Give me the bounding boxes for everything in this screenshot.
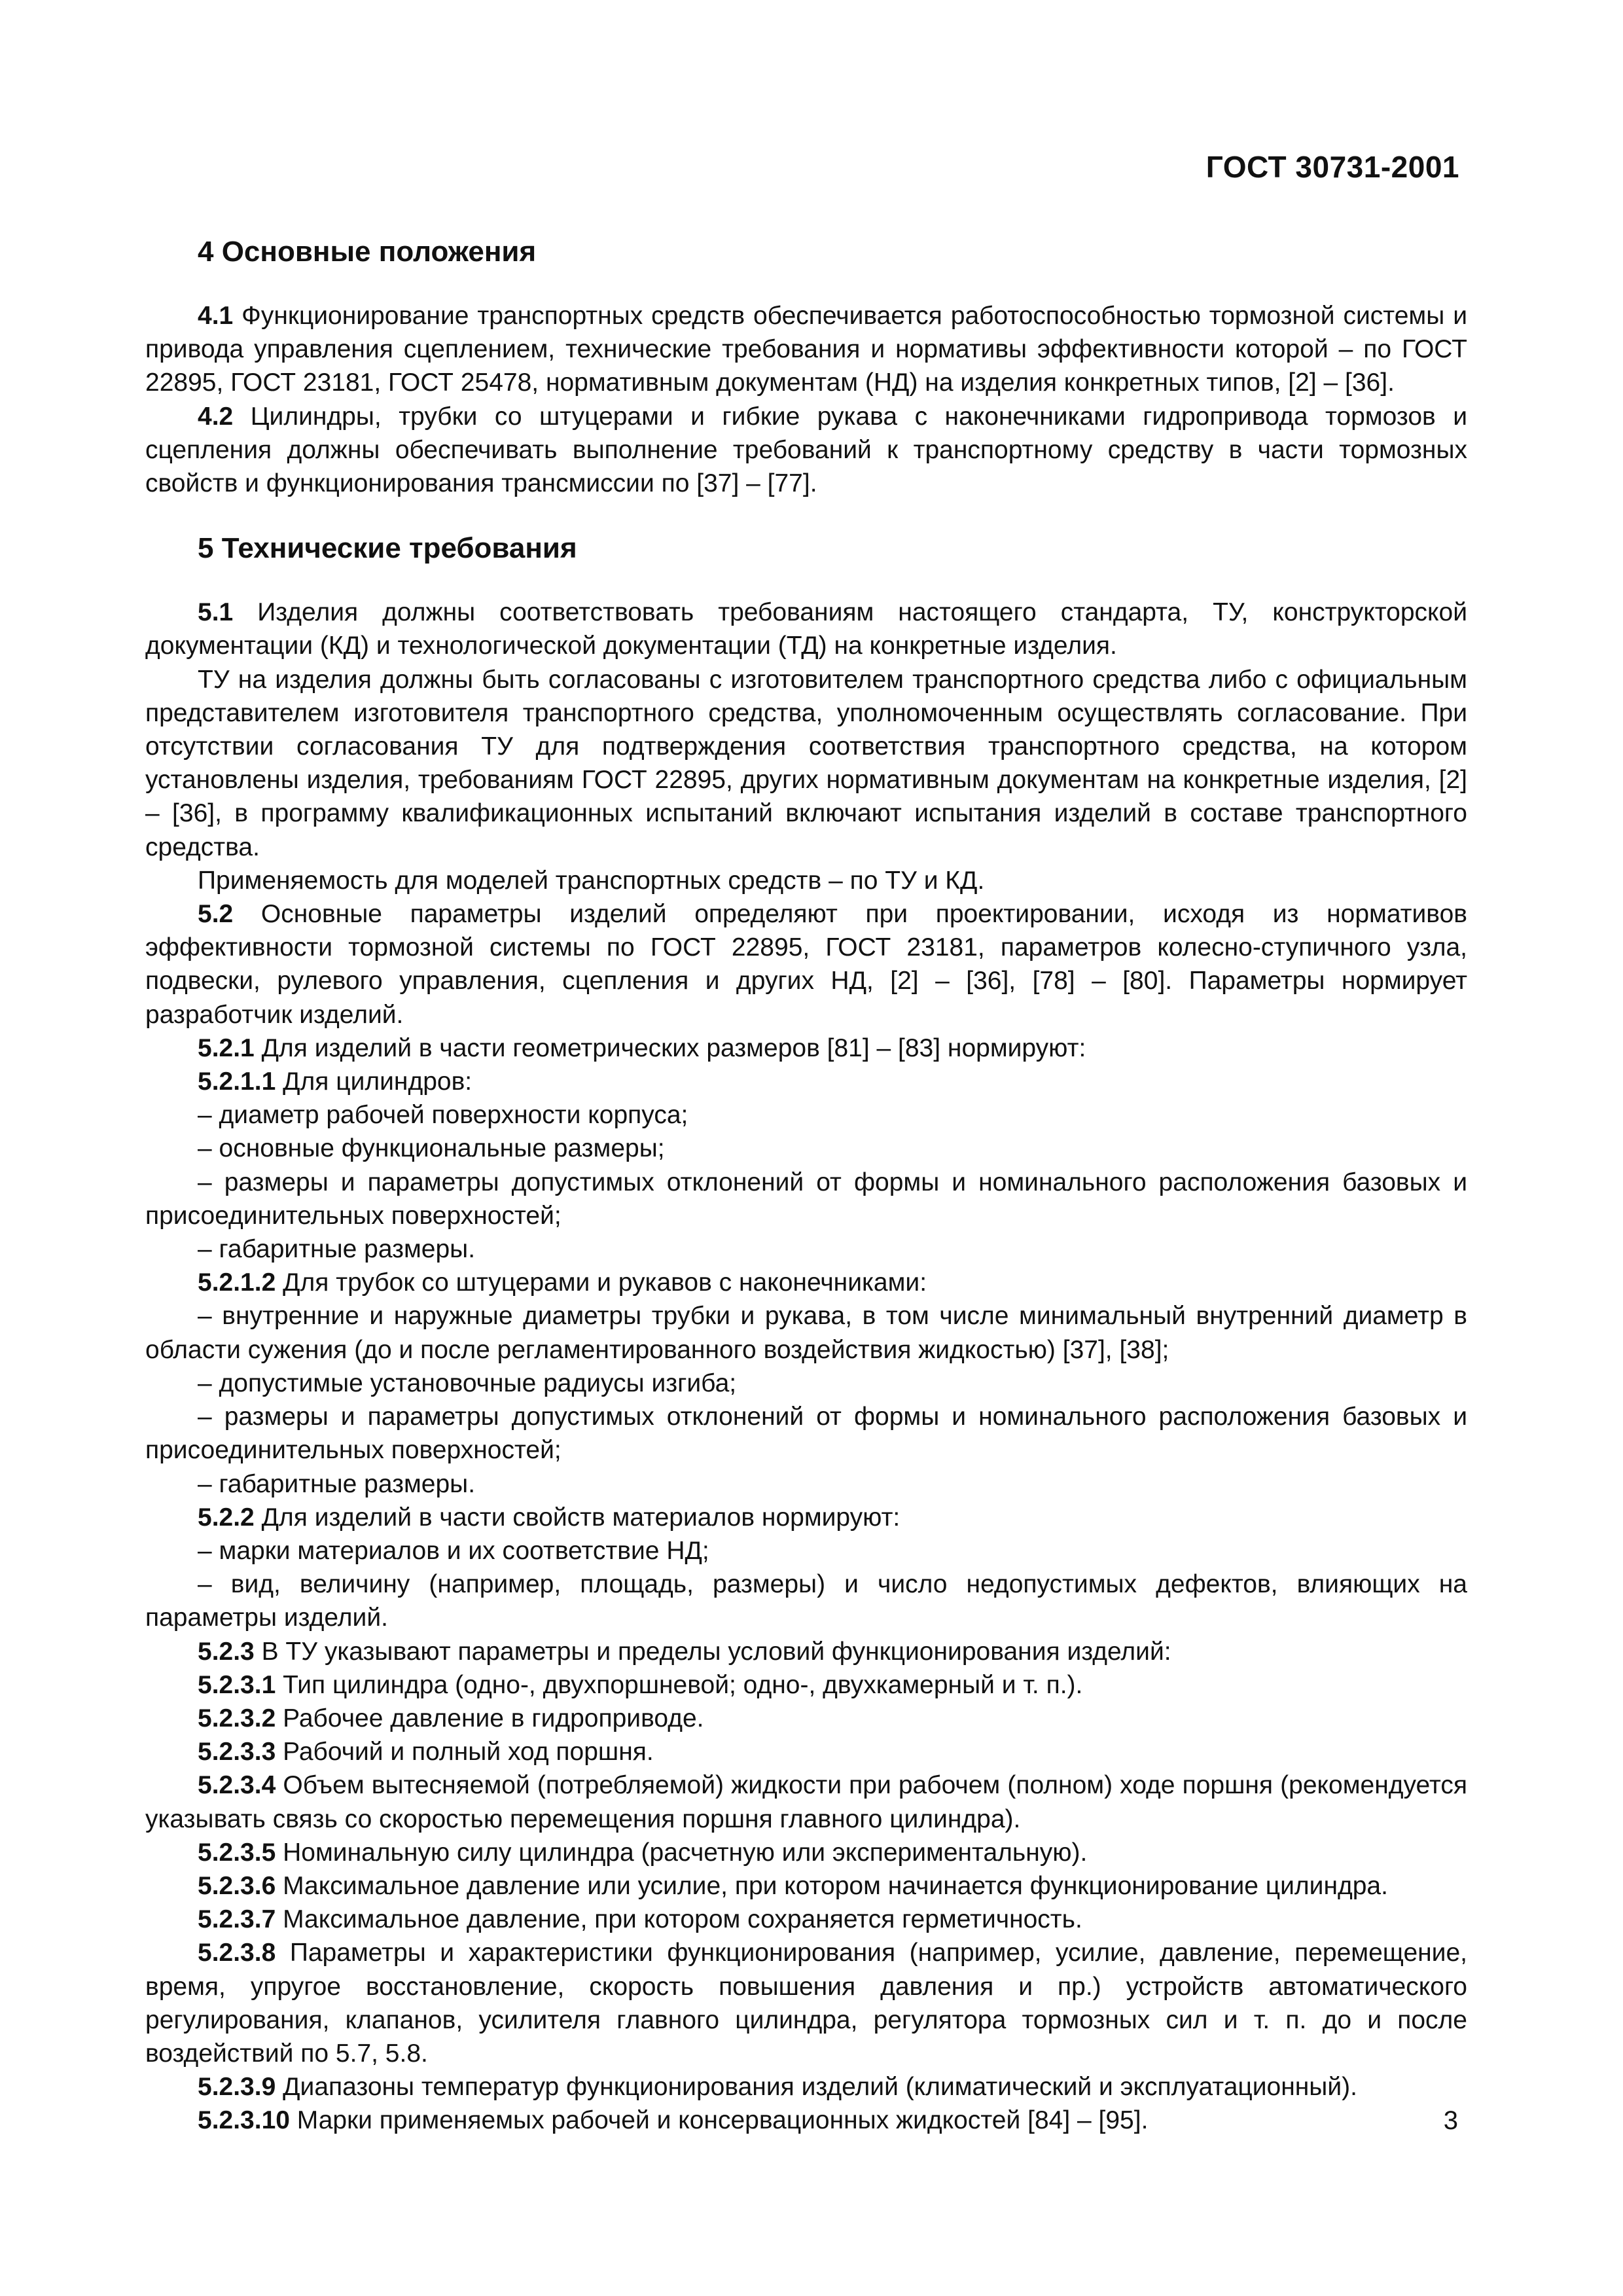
clause-text: Марки применяемых рабочей и консервационных жидкостей [84] – [95]. (289, 2106, 1149, 2135)
clause-number: 5.2.3 (198, 1637, 255, 1666)
clause-number: 5.2.3.8 (198, 1939, 276, 1967)
clause-number: 5.2.1.1 (198, 1067, 276, 1096)
clause-5-2-3-7 (145, 1903, 1467, 1936)
clause-text: Рабочее давление в гидроприводе. (276, 1704, 704, 1732)
list-item: – размеры и параметры допустимых отклонений от формы и номинального расположения базовых и присоединительных поверхностей; (145, 1168, 1467, 1230)
list-item: – основные функциональные размеры; (198, 1134, 665, 1163)
clause-5-2-3-4 (145, 1768, 1467, 1835)
clause-5-2-3-8 (145, 1936, 1467, 2070)
clause-number: 5.2.3.1 (198, 1670, 276, 1699)
clause-text: Для трубок со штуцерами и рукавов с наконечниками: (276, 1268, 927, 1297)
clause-text: Для изделий в части свойств материалов нормируют: (254, 1503, 901, 1532)
clause-text: Максимальное давление или усилие, при котором начинается функционирование цилиндра. (276, 1871, 1388, 1900)
paragraph-tu-agreement: ТУ на изделия должны быть согласованы с изготовителем транспортного средства либо с официальным представителем изготовителя транспортного средства, уполномоченным осуществлять согласование. При отсутствии согласования ТУ для подтверждения соответствия транспортного средства, на котором установлены изделия, требованиям ГОСТ 22895, других нормативным документам на конкретные изделия, [2] – [36], в программу квалификационных испытаний включают испытания изделий в составе транспортного средства. (145, 665, 1467, 861)
clause-text: Рабочий и полный ход поршня. (276, 1738, 654, 1767)
clause-number: 5.2.3.3 (198, 1738, 276, 1767)
clause-text: Объем вытесняемой (потребляемой) жидкости при рабочем (полном) ходе поршня (рекомендуется указывать связь со скоростью перемещения поршня главного цилиндра). (145, 1771, 1467, 1833)
clause-text: Функционирование транспортных средств обеспечивается работоспособностью тормозной системы и привода управления сцеплением, технические требования и нормативы эффективности которой – по ГОСТ 22895, ГОСТ 23181, ГОСТ 25478, нормативным документам (НД) на изделия конкретных типов, [2] – [36]. (145, 302, 1467, 397)
clause-5-2-1-2 (145, 1266, 1467, 1299)
clause-5-2-3-6 (145, 1869, 1467, 1903)
clause-5-2-3-10 (145, 2104, 1467, 2137)
clause-number: 5.2 (198, 900, 234, 929)
list-item: – вид, величину (например, площадь, размеры) и число недопустимых дефектов, влияющих на параметры изделий. (145, 1570, 1467, 1632)
list-item: – размеры и параметры допустимых отклонений от формы и номинального расположения базовых и присоединительных поверхностей; (145, 1403, 1467, 1465)
clause-5-2-3-9 (145, 2070, 1467, 2104)
clause-text: Диапазоны температур функционирования изделий (климатический и эксплуатационный). (276, 2073, 1357, 2102)
list-item: – внутренние и наружные диаметры трубки и рукава, в том числе минимальный внутренний диаметр в области сужения (до и после регламентированного воздействия жидкостью) [37], [38]; (145, 1302, 1467, 1364)
clause-5-2-3-3 (145, 1735, 1467, 1768)
clause-5-2-1 (145, 1031, 1467, 1065)
clause-number: 5.2.3.4 (198, 1771, 276, 1800)
clause-5-2-3-1 (145, 1668, 1467, 1702)
list-item: – допустимые установочные радиусы изгиба; (198, 1369, 737, 1397)
clause-5-2-1-1 (145, 1065, 1467, 1098)
section-4-heading: 4 Основные положения (198, 236, 537, 268)
clause-number: 5.2.1.2 (198, 1268, 276, 1297)
clause-number: 5.2.3.6 (198, 1871, 276, 1900)
clause-text: Максимальное давление, при котором сохраняется герметичность. (276, 1905, 1082, 1934)
clause-number: 5.1 (198, 598, 234, 627)
paragraph-applicability: Применяемость для моделей транспортных средств – по ТУ и КД. (198, 866, 985, 895)
clause-4-1 (145, 299, 1467, 400)
page-content (145, 232, 1467, 2138)
clause-text: Основные параметры изделий определяют при проектировании, исходя из нормативов эффективности тормозной системы по ГОСТ 22895, ГОСТ 23181, параметров колесно-ступичного узла, подвески, рулевого управления, сцепления и других НД, [2] – [36], [78] – [80]. Параметры нормирует разработчик изделий. (145, 900, 1467, 1029)
list-item: – марки материалов и их соответствие НД; (198, 1536, 709, 1565)
clause-5-2 (145, 897, 1467, 1031)
clause-text: Для цилиндров: (276, 1067, 473, 1096)
clause-number: 5.2.3.5 (198, 1838, 276, 1867)
clause-5-2-3-5 (145, 1836, 1467, 1869)
clause-5-2-3 (145, 1635, 1467, 1668)
list-item: – диаметр рабочей поверхности корпуса; (198, 1101, 688, 1130)
clause-4-2 (145, 400, 1467, 501)
list-item: – габаритные размеры. (198, 1469, 476, 1498)
clause-number: 5.2.3.9 (198, 2073, 276, 2102)
clause-number: 5.2.1 (198, 1033, 255, 1062)
clause-text: Для изделий в части геометрических размеров [81] – [83] нормируют: (254, 1033, 1086, 1062)
clause-5-2-2 (145, 1501, 1467, 1534)
clause-5-2-3-2 (145, 1702, 1467, 1735)
clause-number: 5.2.3.7 (198, 1905, 276, 1934)
page-number: 3 (1443, 2106, 1458, 2135)
list-item: – габаритные размеры. (198, 1235, 476, 1264)
section-5-heading: 5 Технические требования (198, 532, 577, 565)
clause-text: Номинальную силу цилиндра (расчетную или экспериментальную). (276, 1838, 1088, 1867)
clause-number: 4.1 (198, 302, 234, 330)
clause-number: 5.2.3.2 (198, 1704, 276, 1732)
clause-text: Цилиндры, трубки со штуцерами и гибкие рукава с наконечниками гидропривода тормозов и сцепления должны обеспечивать выполнение требований к транспортному средству в части тормозных свойств и функционирования трансмиссии по [37] – [77]. (145, 402, 1467, 498)
document-code: ГОСТ 30731-2001 (1205, 150, 1459, 184)
clause-text: Параметры и характеристики функционирования (например, усилие, давление, перемещение, время, упругое восстановление, скорость повышения давления и пр.) устройств автоматического регулирования, клапанов, усилителя главного цилиндра, регулятора тормозных сил и т. п. до и после воздействий по 5.7, 5.8. (145, 1939, 1467, 2068)
clause-text: Изделия должны соответствовать требованиям настоящего стандарта, ТУ, конструкторской документации (КД) и технологической документации (ТД) на конкретные изделия. (145, 598, 1467, 660)
clause-text: Тип цилиндра (одно-, двухпоршневой; одно-, двухкамерный и т. п.). (276, 1670, 1083, 1699)
clause-text: В ТУ указывают параметры и пределы условий функционирования изделий: (254, 1637, 1171, 1666)
clause-number: 5.2.2 (198, 1503, 255, 1532)
clause-5-1 (145, 596, 1467, 662)
clause-number: 4.2 (198, 402, 234, 431)
clause-number: 5.2.3.10 (198, 2106, 290, 2135)
